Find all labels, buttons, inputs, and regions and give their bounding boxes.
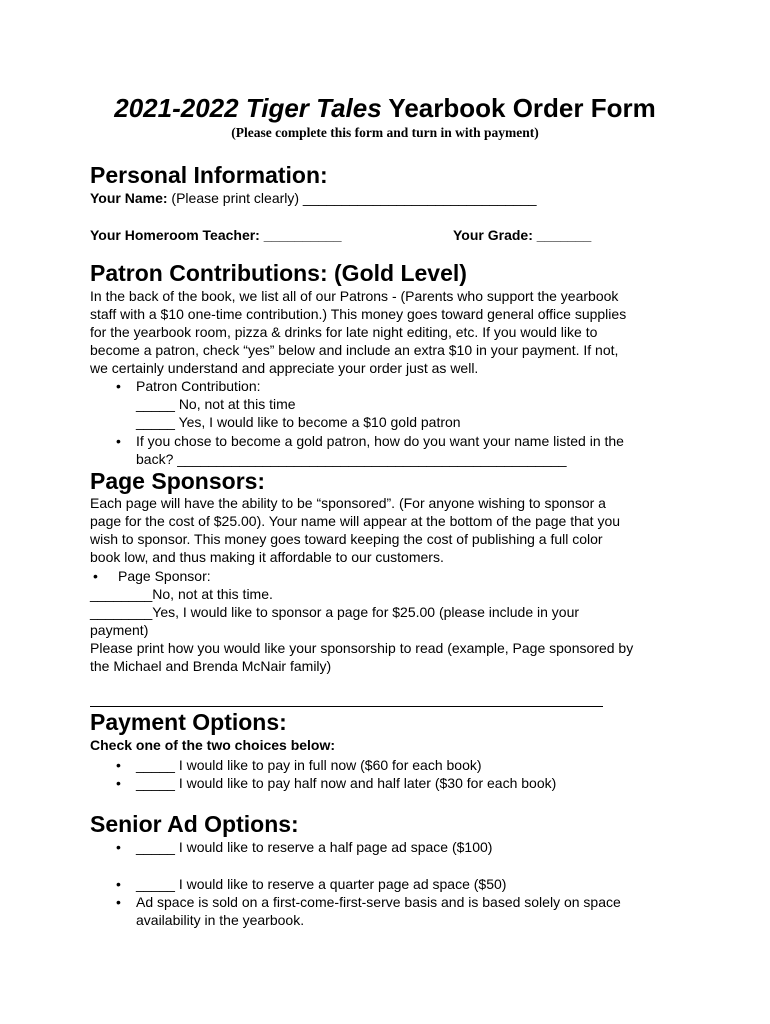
patron-paragraph-line: staff with a $10 one-time contribution.) This money goes toward general office supplies <box>90 306 627 322</box>
sponsor-label: Page Sponsor: <box>118 568 211 584</box>
sponsor-option-yes-cont: payment) <box>90 622 149 638</box>
patron-name-question: If you chose to become a gold patron, how do you want your name listed in the <box>136 433 624 449</box>
patron-heading: Patron Contributions: (Gold Level) <box>90 260 467 286</box>
senior-option-quarter: _____ I would like to reserve a quarter page ad space ($50) <box>136 876 507 892</box>
senior-note-line: availability in the yearbook. <box>136 912 305 928</box>
bullet-icon: • <box>116 775 121 791</box>
patron-option-no: _____ No, not at this time <box>136 396 296 412</box>
sponsor-paragraph-line: page for the cost of $25.00). Your name will appear at the bottom of the page that you <box>90 513 621 529</box>
bullet-icon: • <box>116 378 121 394</box>
grade-line: Your Grade: _______ <box>453 227 592 243</box>
sponsor-option-yes: ________Yes, I would like to sponsor a page for $25.00 (please include in your <box>90 604 580 620</box>
patron-paragraph-line: for the yearbook room, pizza & drinks for late night editing, etc. If you would like to <box>90 324 598 340</box>
patron-paragraph <box>90 287 690 377</box>
teacher-line: Your Homeroom Teacher: __________ <box>90 227 342 243</box>
senior-heading: Senior Ad Options: <box>90 811 299 837</box>
bullet-icon: • <box>116 839 121 855</box>
patron-option-yes: _____ Yes, I would like to become a $10 gold patron <box>136 414 461 430</box>
payment-option-half: _____ I would like to pay half now and half later ($30 for each book) <box>136 775 557 791</box>
bullet-icon: • <box>116 433 121 449</box>
sponsor-text-line <box>90 706 603 707</box>
payment-heading: Payment Options: <box>90 709 287 735</box>
sponsor-heading: Page Sponsors: <box>90 468 266 494</box>
personal-heading: Personal Information: <box>90 162 328 188</box>
patron-paragraph-line: become a patron, check “yes” below and include an extra $10 in your payment. If not, <box>90 342 619 358</box>
bullet-icon: • <box>116 876 121 892</box>
sponsor-paragraph-line: wish to sponsor. This money goes toward keeping the cost of publishing a full color <box>90 531 603 547</box>
sponsor-paragraph-line: book low, and thus making it affordable to our customers. <box>90 549 444 565</box>
senior-option-half: _____ I would like to reserve a half page ad space ($100) <box>136 839 493 855</box>
bullet-icon: • <box>116 757 121 773</box>
name-hint: (Please print clearly) ______________________________ <box>167 190 537 206</box>
patron-paragraph-line: we certainly understand and appreciate your order just as well. <box>90 360 479 376</box>
sponsor-paragraph-line: Each page will have the ability to be “sponsored”. (For anyone wishing to sponsor a <box>90 495 606 511</box>
payment-instruction: Check one of the two choices below: <box>90 737 336 753</box>
name-label: Your Name: <box>90 190 168 206</box>
bullet-icon: • <box>93 568 98 584</box>
patron-contribution-label: Patron Contribution: <box>136 378 261 394</box>
payment-option-full: _____ I would like to pay in full now ($60 for each book) <box>136 757 482 773</box>
bullet-icon: • <box>116 894 121 910</box>
form-title-year: 2021-2022 Tiger Tales <box>114 93 382 123</box>
sponsor-option-no: ________No, not at this time. <box>90 586 273 602</box>
sponsor-paragraph <box>90 494 690 566</box>
patron-name-line: back? __________________________________________________ <box>136 451 567 467</box>
senior-note-line: Ad space is sold on a first-come-first-serve basis and is based solely on space <box>136 894 621 910</box>
name-line <box>90 189 537 207</box>
sponsor-print-instruction: Please print how you would like your sponsorship to read (example, Page sponsored by <box>90 640 634 656</box>
form-title-rest: Yearbook Order Form <box>381 93 656 123</box>
form-title <box>0 93 770 123</box>
patron-paragraph-line: In the back of the book, we list all of our Patrons - (Parents who support the yearbook <box>90 288 619 304</box>
sponsor-print-example: the Michael and Brenda McNair family) <box>90 658 332 674</box>
form-subtitle: (Please complete this form and turn in with payment) <box>231 125 539 140</box>
